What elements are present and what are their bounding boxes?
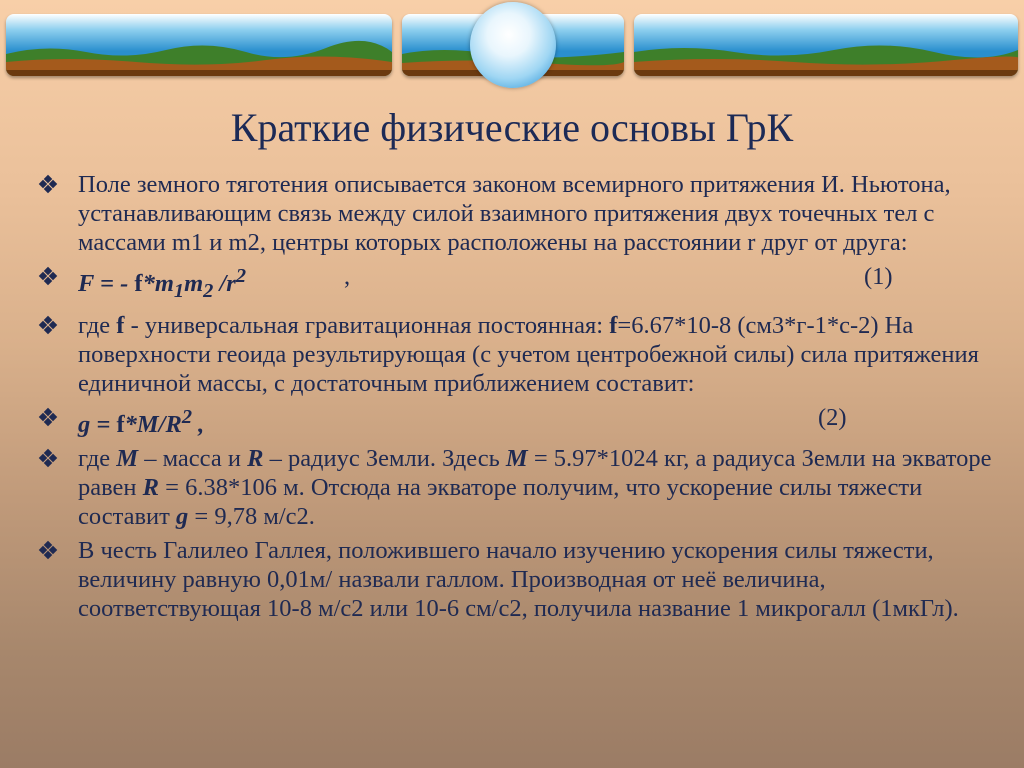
landscape-panel-right: [634, 14, 1018, 76]
equation-number-2: (2): [818, 404, 847, 432]
formula-gravity: $g = f*M/R^2$ ,: [78, 406, 205, 439]
bullet-text: где M – масса и R – радиус Земли. Здесь M = 5.97*1024 кг, а радиуса Земли на экваторе равен R = 6.38*106 м. Отсюда на экваторе получим, что ускорение силы тяжести составит g = 9,78 м/с2.: [78, 445, 992, 531]
bullet-item-1: [38, 170, 1013, 257]
diamond-bullet-icon: [38, 268, 58, 286]
header-banner: [0, 0, 1024, 90]
bullet-item-formula-2: [38, 403, 1013, 439]
bullet-text: Поле земного тяготения описывается законом всемирного притяжения И. Ньютона, устанавливающим связь между силой взаимного притяжения двух точечных тел с массами m1 и m2, центры которых расположены на расстоянии r друг от друга:: [78, 171, 951, 256]
formula-newton: F = - $f*m_1m_2$ $/r^2$: [78, 265, 247, 303]
diamond-bullet-icon: [38, 409, 58, 427]
bullet-list: [38, 170, 1013, 628]
bullet-item-6: [38, 536, 1013, 623]
slide-title: Краткие физические основы ГрК: [230, 105, 794, 150]
bullet-item-3: [38, 311, 1013, 398]
formula-comma: ,: [344, 263, 351, 290]
bullet-item-formula-1: [38, 262, 1013, 306]
equation-number-1: (1): [864, 263, 893, 290]
landscape-panel-left: [6, 14, 392, 76]
diamond-bullet-icon: [38, 450, 58, 468]
diamond-bullet-icon: [38, 542, 58, 560]
diamond-bullet-icon: [38, 176, 58, 194]
bullet-item-5: [38, 444, 1013, 531]
diamond-bullet-icon: [38, 317, 58, 335]
bullet-text: где f - универсальная гравитационная постоянная: f=6.67*10-8 (см3*г-1*с-2) На поверхности геоида результирующая (с учетом центробежной силы) сила притяжения единичной массы, с достаточным приближением составит:: [78, 312, 979, 398]
globe-icon: [470, 2, 556, 88]
bullet-text: В честь Галилео Галлея, положившего начало изучению ускорения силы тяжести, величину равную 0,01м/ назвали галлом. Производная от неё величина, соответствующая 10-8 м/с2 или 10-6 см/с2, получила название 1 микрогалл (1мкГл).: [78, 537, 959, 623]
